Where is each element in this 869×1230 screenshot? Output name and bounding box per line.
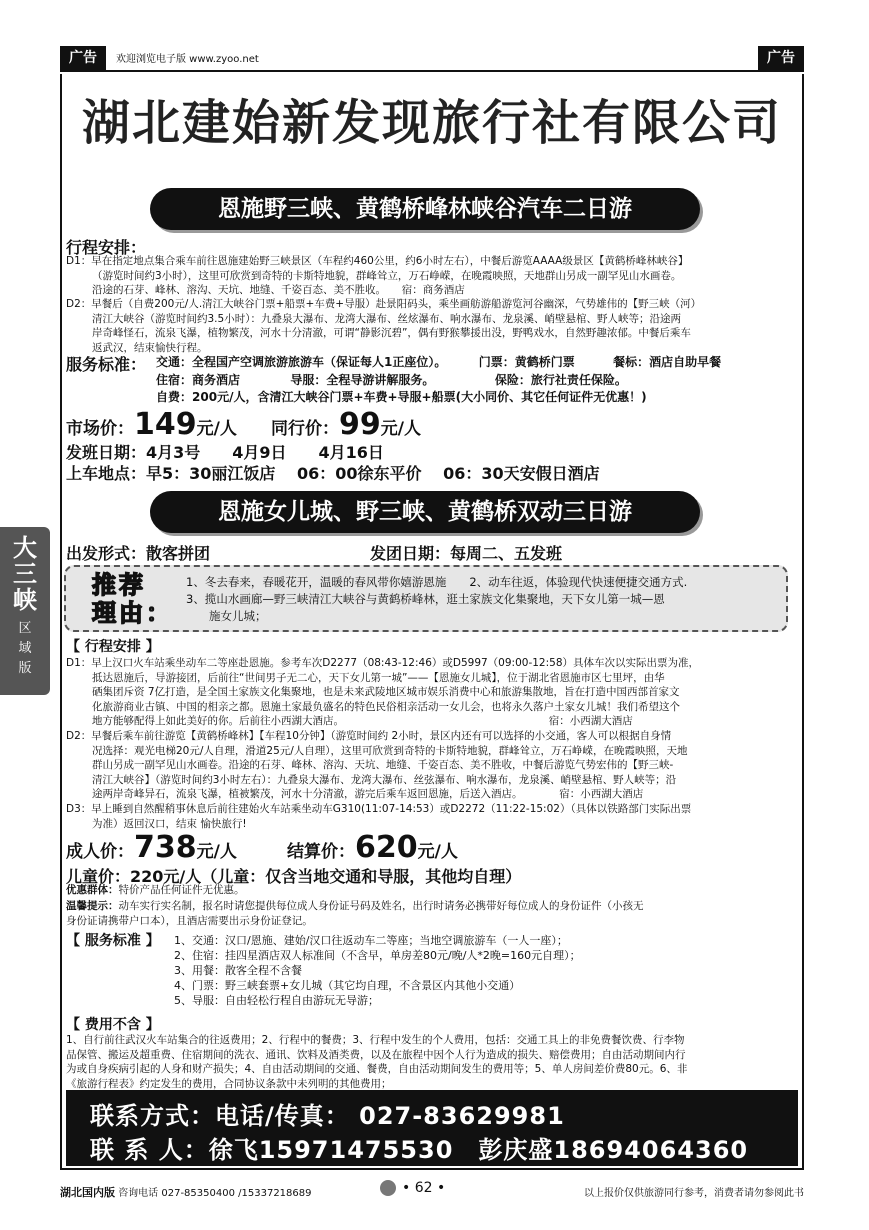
tour2-itinerary-heading: 【 行程安排 】 [66,639,160,655]
fee-line: 为或自身疾病引起的人身和财产损失；4、自由活动期间的交通、餐费，自由活动期间发生的费用等；5、单人房间差价费80元。6、非 [66,1063,688,1075]
settle-price: 620 [355,830,418,865]
footer-left [60,1184,312,1200]
footer-note: 以上报价仅供旅游同行参考，消费者请勿参阅此书 [584,1188,804,1199]
stay-value: 商务酒店 [192,373,241,387]
recommend-reason-box [64,565,788,632]
tour2-d1-line: 地方能够配得上如此美好的你。后前往小西湖大酒店。 宿：小西湖大酒店 [92,715,633,727]
edition-label: 湖北国内版 [60,1186,115,1199]
fee-excluded [66,1033,798,1091]
warm-line: 动车实行实名制，报名时请您提供每位成人身份证号码及姓名，出行时请务必携带好每位成人的身份证件（小孩无 [118,900,644,912]
tour2-d2-line: 清江大峡谷】（游览时间约3小时左右）：九叠泉大瀑布、龙湾大瀑布、丝弦瀑布、响水瀑布，龙泉溪、峭壁悬棺、野人峡等；沿 [92,773,677,786]
tour2-d3-line: 为准）返回汉口，结束 愉快旅行! [92,817,247,830]
reason-line: 1、冬去春来，春暖花开，温暖的春风带你嬉游恩施 2、动车往返，体验现代快速便捷交通方式. [186,575,688,589]
discount-label: 优惠群体： [66,884,119,896]
discount-value: 特价产品任何证件无优惠。 [118,884,245,896]
market-price-unit: 元/人 [196,419,237,439]
tour1-day2 [66,297,796,355]
self-label: 自费： [156,390,193,404]
ticket-label: 门票： [478,355,515,369]
guide-value: 全程导游讲解服务。 [326,373,435,387]
side-char: 三 [13,559,37,588]
tour2-day3 [66,802,796,831]
tour1-service-row2 [156,372,627,389]
tour1-d2-line: 清江大峡谷（游览时间约3.5小时）：九叠泉大瀑布、龙湾大瀑布、丝炫瀑布、响水瀑布、龙泉溪、峭壁悬棺、野人峡等；沿途两 [92,312,681,325]
peer-price-unit: 元/人 [380,419,421,439]
page-number [380,1180,445,1196]
contact-phone: 联系方式：电话/传真： 027-83629981 [90,1102,565,1130]
tour1-itinerary-heading: 行程安排： [66,238,147,257]
tour1-d2-line: 岸奇峰怪石，流泉飞瀑，植物繁茂，河水十分清澈，可谓“静影沉碧”，偶有野猴攀援出没，野鸭戏水，自然野趣浓郁。中餐后乘车 [92,327,691,339]
market-price: 149 [134,407,197,442]
ad-tag-left: 广告 [60,46,106,70]
service-item: 5、导服：自由轻松行程自由游玩无导游； [174,994,379,1007]
reason-title-line: 推荐 [92,571,146,599]
page-badge-icon [380,1180,396,1196]
tour2-d2-line: D2：早餐后乘车前往游览【黄鹤桥峰林】【车程10分钟】（游览时间约 2小时，景区内还有可以选择的小交通，客人可以根据自身情 [66,730,672,742]
reason-line: 施女儿城； [186,609,267,623]
fee-line: 《旅游行程表》约定发生的费用，合同协议条款中未列明的其他费用； [66,1077,392,1090]
adult-price: 738 [134,830,197,865]
fee-line: 品保管、搬运及超重费、住宿期间的洗衣、通讯、饮料及酒类费，以及在旅程中因个人行为造成的损失、赔偿费用；自由活动期间内行 [66,1048,686,1061]
reason-line: 3、揽山水画廊—野三峡清江大峡谷与黄鹤桥峰林，逛土家族文化集聚地，天下女儿第一城—恩 [186,592,665,606]
ticket-value: 黄鹤桥门票 [514,355,575,369]
insurance-value: 旅行社责任保险。 [530,373,627,387]
tour2-service-list [174,933,794,1008]
insurance-label: 保险： [494,373,531,387]
contact-persons: 联 系 人：徐飞15971475530 彭庆盛18694064360 [90,1136,749,1164]
tour1-dates: 发班日期：4月3号 4月9日 4月16日 [66,443,384,462]
tour1-service-row3 [156,389,647,406]
tour2-d1-line: 硒集团斥资 7亿打造，是全国土家族文化集聚地，也是未来武陵地区城市娱乐消费中心和旅游集散地，旨在打造中国西部首家文 [92,686,680,698]
tour1-d2-line: 返武汉，结束愉快行程。 [92,341,208,354]
self-value: 200元/人，含清江大峡谷门票+车费+导服+船票(大小同价、其它任何证件无优惠！) [192,390,647,404]
service-item: 4、门票：野三峡套票+女儿城（其它均自理，不含景区内其他小交通） [174,979,521,992]
tour2-day2 [66,729,796,802]
tour2-d1-line: D1：早上汉口火车站乘坐动车二等座赴恩施。参考车次D2277（08:43-12:46）或D5997（09:00-12:58）具体车次以实际出票为准， [66,657,699,669]
contact-box [66,1090,798,1166]
tour1-d2-line: D2：早餐后（自费200元/人.清江大峡谷门票+船票+车费+导服）赴景阳码头，乘坐画舫游船游览河谷幽深，气势雄伟的【野三峡（河） [66,298,702,310]
discount-line [66,883,796,898]
service-item: 2、住宿：挂四星酒店双人标准间（不含早，单房差80元/晚/人*2晚=160元自理）； [174,949,581,962]
footer [60,1180,804,1202]
meal-value: 酒店自助早餐 [649,355,722,369]
stay-label: 住宿： [156,373,193,387]
guide-label: 导服： [290,373,327,387]
tour2-day1 [66,656,796,729]
meal-label: 餐标： [613,355,650,369]
consult-phone: 咨询电话 027-85350400 /15337218689 [118,1188,312,1199]
market-price-label: 市场价： [66,419,134,439]
ad-tag-right: 广告 [758,46,804,70]
tour1-service-row1 [156,354,721,371]
tour1-service-heading: 服务标准： [66,355,147,374]
traffic-value: 全程国产空调旅游旅游车（保证每人1正座位）。 [192,355,447,369]
adult-price-unit: 元/人 [196,842,237,862]
peer-price: 99 [339,407,381,442]
fee-heading: 【 费用不含 】 [66,1017,160,1033]
side-char: 大 [13,533,37,562]
reason-title [92,571,173,627]
tour1-d1-line: 沿途的石芽、峰林、溶沟、天坑、地缝、千姿百态、美不胜收。 宿：商务酒店 [92,284,465,296]
side-small-char: 区 [18,621,32,636]
welcome-text: 欢迎浏览电子版 www.zyoo.net [116,54,259,65]
fee-line: 1、自行前往武汉火车站集合的往返费用；2、行程中的餐费；3、行程中发生的个人费用，包括：交通工具上的非免费餐饮费、行李物 [66,1034,685,1046]
side-char: 峡 [13,585,37,614]
region-side-tab [0,527,50,695]
warm-line: 身份证请携带户口本），且酒店需要出示身份证登记。 [66,914,313,927]
service-item: 3、用餐：散客全程不含餐 [174,964,302,977]
reason-text [186,574,782,625]
tour2-d1-line: 化旅游商业古镇、中国的相亲之都。恩施土家最负盛名的特色民俗相亲活动一女儿会，也将永久落户土家女儿城！我们希望这个 [92,700,680,713]
company-title: 湖北建始新发现旅行社有限公司 [81,95,782,151]
reason-title-line: 理由： [92,599,173,627]
side-small-char: 版 [18,661,32,676]
warm-tip [66,899,796,928]
settle-price-label: 结算价： [287,842,356,862]
tour2-d1-line: 抵达恩施后，导游接团，后前往“世间男子无二心，天下女儿第一城”——【恩施女儿城】，位于湖北省恩施市区七里坪，由华 [92,671,665,684]
tour2-d2-line: 途两岸奇峰异石，流泉飞瀑，植被繁茂，河水十分清澈，游完后乘车返回恩施，后送入酒店。 宿：小西湖大酒店 [92,788,644,800]
side-small-char: 域 [18,641,32,656]
warm-label: 温馨提示： [66,900,119,912]
child-price: 儿童价：220元/人（儿童：仅含当地交通和导服，其他均自理） [66,867,522,886]
tour2-banner: 恩施女儿城、野三峡、黄鹤桥双动三日游 [150,491,700,533]
tour2-service-heading: 【 服务标准 】 [66,933,160,949]
tour1-prices [66,407,421,442]
adult-price-label: 成人价： [66,842,134,862]
tour1-d1-line: D1：早在指定地点集合乘车前往恩施建始野三峡景区（车程约460公里，约6小时左右），中餐后游览AAAA级景区【黄鹤桥峰林峡谷】 [66,255,689,267]
service-item: 1、交通：汉口/恩施、建始/汉口往返动车二等座；当地空调旅游车（一人一座）； [174,934,568,947]
tour2-prices [66,830,458,865]
settle-price-unit: 元/人 [417,842,458,862]
tour1-day1 [66,254,796,298]
tour2-d2-line: 群山另成一副罕见山水画卷。沿途的石芽、峰林、溶沟、天坑、地缝、千姿百态、美不胜收，中餐后游览气势宏伟的【野三峡- [92,759,674,771]
tour1-banner: 恩施野三峡、黄鹤桥峰林峡谷汽车二日游 [150,188,700,230]
depart-form: 出发形式：散客拼团 [66,544,211,563]
traffic-label: 交通： [156,355,193,369]
tour2-d3-line: D3：早上睡到自然醒稍事休息后前往建始火车站乘坐动车G310(11:07-14:53）或D2272（11:22-15:02）（具体以铁路部门实际出票 [66,803,692,815]
top-bar [60,46,804,72]
tour1-d1-line: （游览时间约3小时），这里可欣赏到奇特的卡斯特地貌，群峰耸立，万石峥嵘，在晚霞映照，天地群山另成一副罕见山水画卷。 [92,269,682,282]
page-number-text: • 62 • [402,1180,446,1196]
depart-date: 发团日期：每周二、五发班 [370,544,563,563]
tour1-pickup: 上车地点：早5：30丽江饭店 06：00徐东平价 06：30天安假日酒店 [66,464,600,483]
peer-price-label: 同行价： [271,419,340,439]
tour2-d2-line: 况选择：观光电梯20元/人自理，滑道25元/人自理），这里可欣赏到奇特的卡斯特地貌，群峰耸立，万石峥嵘，在晚霞映照，天地 [92,744,688,757]
